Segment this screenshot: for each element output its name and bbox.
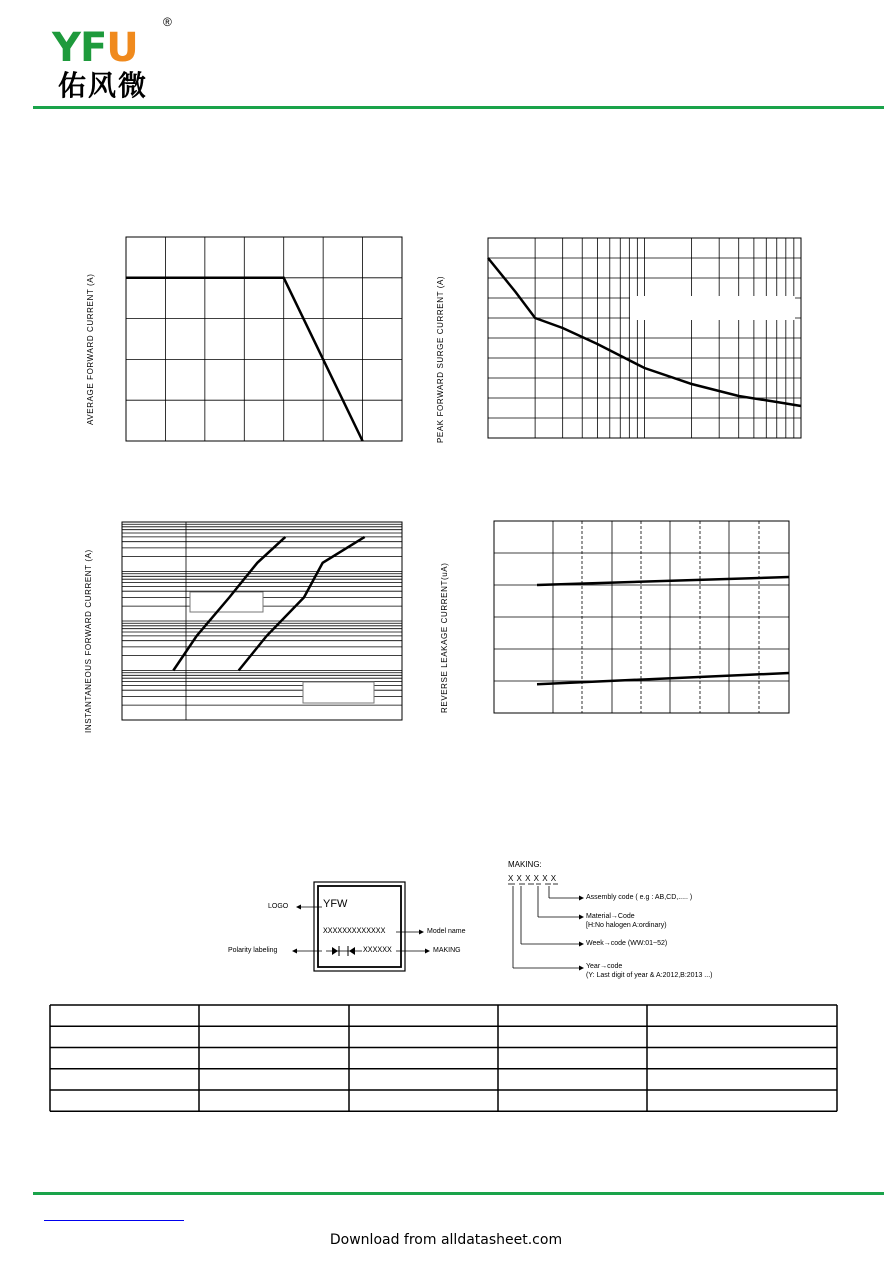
fig4-ylabel: REVERSE LEAKAGE CURRENT(uA) bbox=[440, 562, 449, 713]
logo-text-accent: U bbox=[106, 25, 138, 71]
spec-table bbox=[50, 1005, 837, 1111]
making-tree bbox=[508, 884, 582, 968]
fig4-series-2 bbox=[537, 673, 789, 684]
fig1-ylabel: AVERAGE FORWARD CURRENT (A) bbox=[86, 273, 95, 425]
footer-rule bbox=[33, 1192, 884, 1195]
fig2-blank-label-box bbox=[630, 296, 795, 320]
fig3-ylabel: INSTANTANEOUS FORWARD CURRENT (A) bbox=[84, 549, 93, 733]
fig1-plot bbox=[126, 237, 402, 441]
making-title: MAKING: bbox=[508, 860, 542, 869]
making-code-pattern: X X X X X X bbox=[508, 874, 557, 883]
making-label: MAKING bbox=[433, 947, 461, 954]
year-code-text: Year→code bbox=[586, 963, 623, 970]
making-arrowheads bbox=[579, 896, 584, 971]
year-code-detail: (Y: Last digit of year & A:2012,B:2013 ...) bbox=[586, 972, 713, 979]
box-model-text: XXXXXXXXXXXXX bbox=[323, 927, 386, 936]
fig4-series-1 bbox=[537, 577, 789, 585]
week-code-text: Week→code (WW:01~52) bbox=[586, 940, 668, 947]
footer-link-underline[interactable] bbox=[44, 1220, 184, 1221]
model-name-label: Model name bbox=[427, 928, 466, 935]
registered-mark: ® bbox=[163, 15, 172, 29]
material-code-detail: [H:No halogen A:ordinary) bbox=[586, 922, 667, 929]
fig3-plot bbox=[122, 522, 402, 720]
logo-chinese: 佑风微 bbox=[58, 69, 149, 102]
polarity-label: Polarity labeling bbox=[228, 947, 278, 954]
material-code-text: Material→Code bbox=[586, 913, 635, 920]
box-code-text: XXXXXX bbox=[363, 946, 392, 955]
box-logo-text: YFW bbox=[323, 898, 348, 910]
logo-label: LOGO bbox=[268, 903, 289, 910]
fig3-label-box-b bbox=[303, 682, 374, 703]
assembly-code-text: Assembly code ( e.g : AB,CD,..... ) bbox=[586, 894, 693, 901]
fig2-ylabel: PEAK FORWARD SURGE CURRENT (A) bbox=[436, 275, 445, 443]
fig2-plot bbox=[488, 238, 801, 438]
fig4-plot bbox=[494, 521, 789, 713]
download-text[interactable]: Download from alldatasheet.com bbox=[329, 1232, 563, 1248]
logo-text-prefix: YF bbox=[52, 25, 107, 71]
